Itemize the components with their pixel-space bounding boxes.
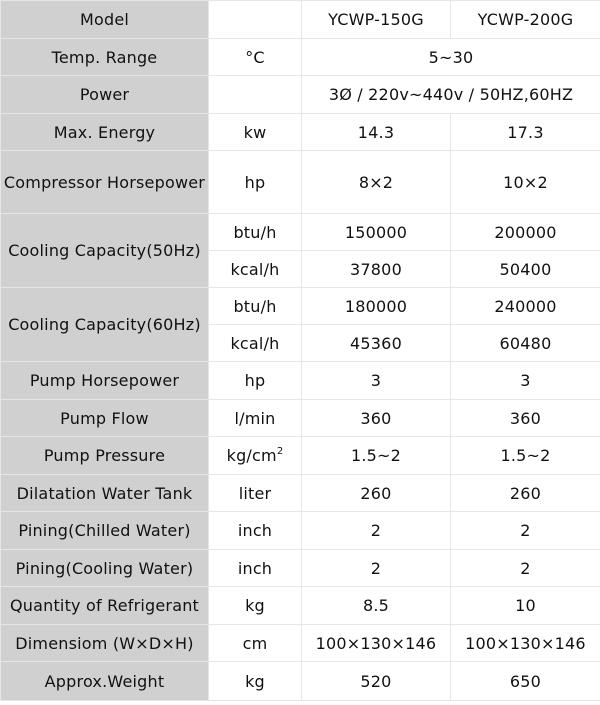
header-unit (209, 1, 302, 39)
value-cell: 650 (451, 662, 600, 701)
row-label: Pump Pressure (1, 437, 209, 475)
table-row (1, 625, 600, 662)
value-cell: 180000 (302, 288, 451, 325)
unit-cell: liter (209, 475, 302, 512)
table-row (1, 437, 600, 475)
value-cell: 1.5~2 (302, 437, 451, 475)
unit-cell: kcal/h (209, 325, 302, 362)
unit-cell: kw (209, 114, 302, 151)
value-cell: 2 (451, 550, 600, 587)
table-row (1, 362, 600, 400)
unit-cell: hp (209, 151, 302, 214)
value-cell: 360 (451, 400, 600, 437)
row-label: Power (1, 76, 209, 114)
table-row (1, 214, 600, 251)
unit-cell: cm (209, 625, 302, 662)
row-label: Quantity of Refrigerant (1, 587, 209, 625)
table-row (1, 550, 600, 587)
value-cell: 2 (302, 512, 451, 550)
value-cell: 37800 (302, 251, 451, 288)
value-cell: 8.5 (302, 587, 451, 625)
table-row (1, 475, 600, 512)
table-row (1, 114, 600, 151)
model-name: YCWP-200G (451, 1, 600, 39)
row-label: Pump Horsepower (1, 362, 209, 400)
table-row (1, 76, 600, 114)
unit-cell: kg (209, 587, 302, 625)
unit-cell: kg (209, 662, 302, 701)
value-cell: 100×130×146 (451, 625, 600, 662)
unit-cell (209, 437, 302, 475)
value-cell: 2 (451, 512, 600, 550)
unit-cell (209, 76, 302, 114)
header-row (1, 1, 600, 39)
value-cell: 260 (302, 475, 451, 512)
value-cell: 260 (451, 475, 600, 512)
row-label: Cooling Capacity(60Hz) (1, 288, 209, 362)
row-label: Pining(Cooling Water) (1, 550, 209, 587)
row-label: Compressor Horsepower (1, 151, 209, 214)
value-cell: 100×130×146 (302, 625, 451, 662)
unit-cell: kcal/h (209, 251, 302, 288)
unit-cell: °C (209, 39, 302, 76)
table-row (1, 662, 600, 701)
value-cell: 3 (302, 362, 451, 400)
value-cell: 50400 (451, 251, 600, 288)
value-cell: 10×2 (451, 151, 600, 214)
row-label: Pining(Chilled Water) (1, 512, 209, 550)
value-cell: 8×2 (302, 151, 451, 214)
value-cell: 1.5~2 (451, 437, 600, 475)
value-cell: 3Ø / 220v~440v / 50HZ,60HZ (302, 76, 600, 114)
row-label: Dimensiom (W×D×H) (1, 625, 209, 662)
value-cell: 150000 (302, 214, 451, 251)
value-cell: 2 (302, 550, 451, 587)
value-cell: 14.3 (302, 114, 451, 151)
value-cell: 45360 (302, 325, 451, 362)
value-cell: 17.3 (451, 114, 600, 151)
value-cell: 520 (302, 662, 451, 701)
row-label: Dilatation Water Tank (1, 475, 209, 512)
value-cell: 60480 (451, 325, 600, 362)
unit-cell: l/min (209, 400, 302, 437)
unit-superscript: 2 (276, 446, 284, 457)
row-label: Approx.Weight (1, 662, 209, 701)
value-cell: 240000 (451, 288, 600, 325)
table-row (1, 151, 600, 214)
table-row (1, 512, 600, 550)
table-row (1, 39, 600, 76)
table-row (1, 288, 600, 325)
value-cell: 360 (302, 400, 451, 437)
unit-text: kg/cm (226, 446, 277, 465)
unit-cell: inch (209, 512, 302, 550)
table-row (1, 400, 600, 437)
unit-cell: btu/h (209, 288, 302, 325)
unit-cell: btu/h (209, 214, 302, 251)
row-label: Max. Energy (1, 114, 209, 151)
value-cell: 5~30 (302, 39, 600, 76)
model-name: YCWP-150G (302, 1, 451, 39)
row-label: Cooling Capacity(50Hz) (1, 214, 209, 288)
unit-cell: inch (209, 550, 302, 587)
value-cell: 10 (451, 587, 600, 625)
table-row (1, 587, 600, 625)
value-cell: 200000 (451, 214, 600, 251)
row-label: Pump Flow (1, 400, 209, 437)
row-label: Temp. Range (1, 39, 209, 76)
value-cell: 3 (451, 362, 600, 400)
unit-cell: hp (209, 362, 302, 400)
model-label: Model (1, 1, 209, 39)
